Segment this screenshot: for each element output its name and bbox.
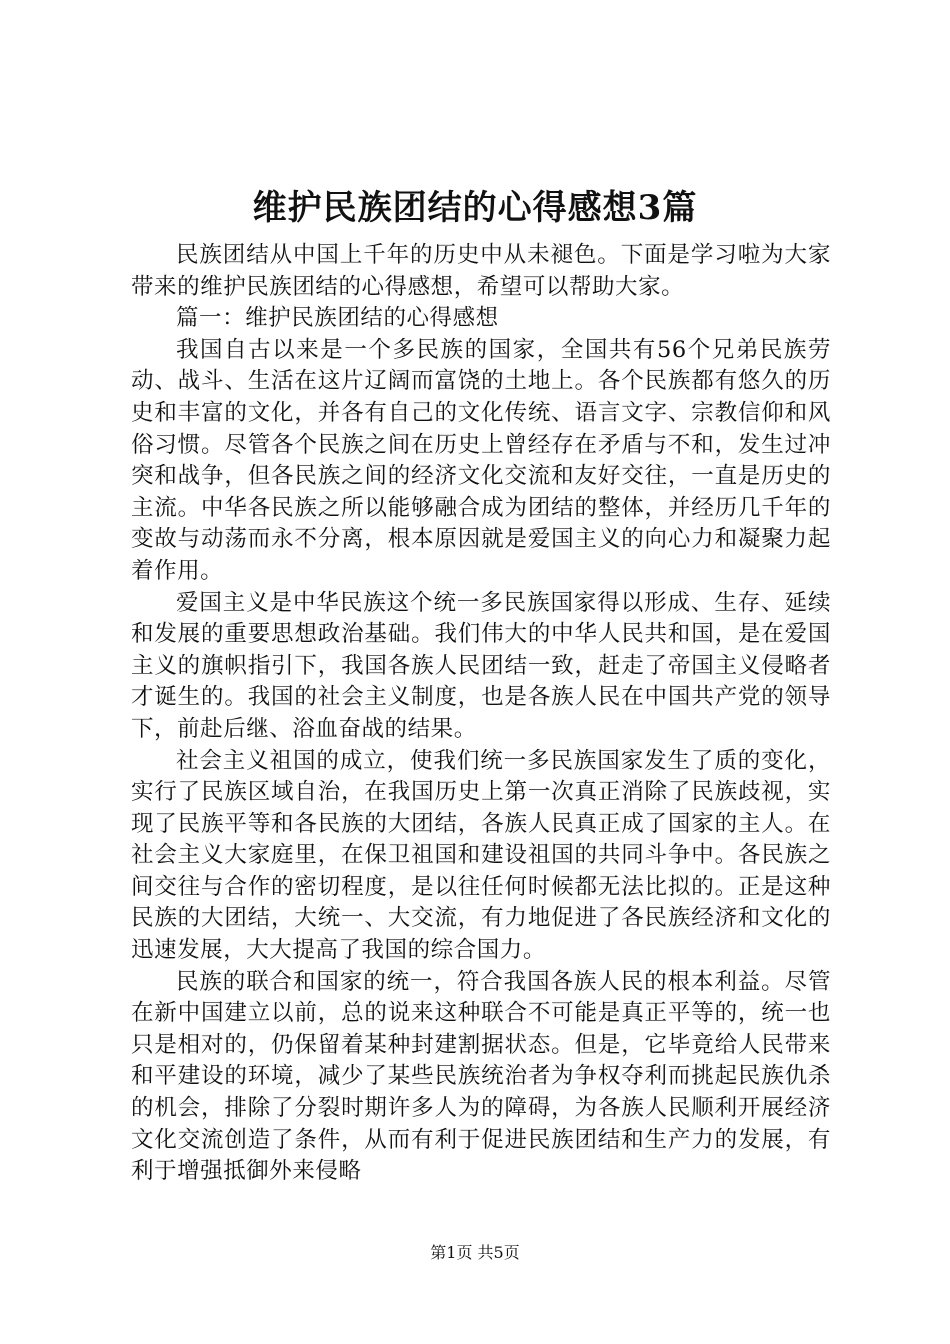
- section-heading: 篇一：维护民族团结的心得感想: [176, 305, 499, 332]
- body-paragraph: 社会主义祖国的成立，使我们统一多民族国家发生了质的变化，实行了民族区域自治，在我国历史上第一次真正消除了民族歧视，实现了民族平等和各民族的大团结，各族人民真正成了国家的主人。在社会主义大家庭里，在保卫祖国和建设祖国的共同斗争中。各民族之间交往与合作的密切程度，是以往任何时候都无法比拟的。正是这种民族的大团结，大统一、大交流，有力地促进了各民族经济和文化的迅速发展，大大提高了我国的综合国力。: [131, 747, 831, 964]
- page-number-footer: 第1页 共5页: [430, 1243, 520, 1262]
- intro-paragraph: 民族团结从中国上千年的历史中从未褪色。下面是学习啦为大家带来的维护民族团结的心得感想，希望可以帮助大家。: [131, 242, 831, 300]
- document-body: [131, 240, 831, 1188]
- body-paragraph: 民族的联合和国家的统一，符合我国各族人民的根本利益。尽管在新中国建立以前，总的说来这种联合不可能是真正平等的，统一也只是相对的，仍保留着某种封建割据状态。但是，它毕竟给人民带来和平建设的环境，减少了某些民族统治者为争权夺利而挑起民族仇杀的机会，排除了分裂时期许多人为的障碍，为各族人民顺利开展经济文化交流创造了条件，从而有利于促进民族团结和生产力的发展，有利于增强抵御外来侵略: [131, 968, 831, 1185]
- body-paragraph: 我国自古以来是一个多民族的国家，全国共有56个兄弟民族劳动、战斗、生活在这片辽阔而富饶的土地上。各个民族都有悠久的历史和丰富的文化，并各有自己的文化传统、语言文字、宗教信仰和风俗习惯。尽管各个民族之间在历史上曾经存在矛盾与不和，发生过冲突和战争，但各民族之间的经济文化交流和友好交往，一直是历史的主流。中华各民族之所以能够融合成为团结的整体，并经历几千年的变故与动荡而永不分离，根本原因就是爱国主义的向心力和凝聚力起着作用。: [131, 336, 831, 584]
- document-title: 维护民族团结的心得感想3篇: [252, 188, 698, 228]
- body-paragraph: 爱国主义是中华民族这个统一多民族国家得以形成、生存、延续和发展的重要思想政治基础。我们伟大的中华人民共和国，是在爱国主义的旗帜指引下，我国各族人民团结一致，赶走了帝国主义侵略者才诞生的。我国的社会主义制度，也是各族人民在中国共产党的领导下，前赴后继、浴血奋战的结果。: [131, 589, 831, 742]
